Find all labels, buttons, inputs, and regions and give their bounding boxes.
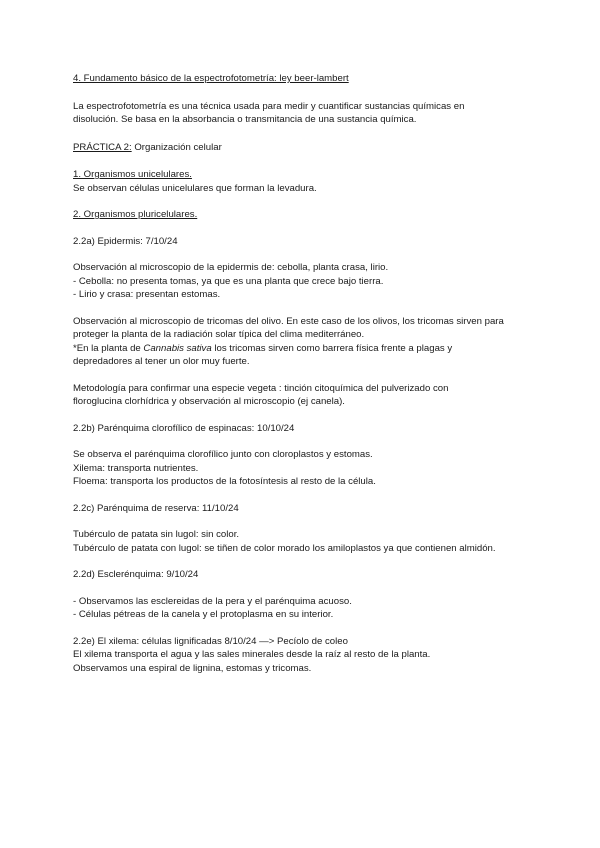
- section-2-heading: 2. Organismos pluricelulares.: [73, 209, 198, 220]
- practice-label: PRÁCTICA 2:: [73, 141, 132, 153]
- note-prefix: *En la planta de: [73, 342, 144, 354]
- subsection-2a-line: floroglucina clorhídrica y observación al microscopio (ej canela).: [73, 396, 345, 407]
- section-1-text-line: Se observan células unicelulares que forman la levadura.: [73, 182, 317, 194]
- subsection-2e-title: 2.2e) El xilema: células lignificadas 8/10/24 —> Pecíolo de coleo: [73, 635, 348, 647]
- subsection-2e-line: Observamos una espiral de lignina, estomas y tricomas.: [73, 662, 312, 674]
- subsection-2b-line: Xilema: transporta nutrientes.: [73, 462, 199, 474]
- section-4-heading: 4. Fundamento básico de la espectrofotometría: ley beer-lambert: [73, 73, 349, 84]
- subsection-2e-line: El xilema transporta el agua y las sales minerales desde la raíz al resto de la planta.: [73, 649, 431, 660]
- practice-title: Organización celular: [131, 141, 222, 153]
- document-body: [73, 72, 533, 675]
- subsection-2c-line: Tubérculo de patata sin lugol: sin color.: [73, 529, 240, 540]
- subsection-2b-line: Se observa el parénquima clorofílico junto con cloroplastos y estomas.: [73, 449, 373, 460]
- subsection-2a-line: depredadores al tener un olor muy fuerte.: [73, 356, 250, 367]
- section-4-text-line: La espectrofotometría es una técnica usada para medir y cuantificar sustancias químicas en: [73, 100, 465, 112]
- subsection-2c-title: 2.2c) Parénquima de reserva: 11/10/24: [73, 502, 239, 514]
- subsection-2a-line: Metodología para confirmar una especie vegeta : tinción citoquímica del pulverizado con: [73, 382, 449, 394]
- subsection-2c-line: Tubérculo de patata con lugol: se tiñen de color morado los amiloplastos ya que contienen almidón.: [73, 542, 496, 554]
- subsection-2b-title: 2.2b) Parénquima clorofílico de espinacas: 10/10/24: [73, 422, 295, 434]
- species-name: Cannabis sativa: [143, 342, 212, 354]
- subsection-2a-line: [73, 342, 533, 356]
- subsection-2a-line: proteger la planta de la radiación solar típica del clima mediterráneo.: [73, 329, 365, 340]
- subsection-2a-line: Observación al microscopio de la epidermis de: cebolla, planta crasa, lirio.: [73, 262, 389, 273]
- subsection-2a-line: - Lirio y crasa: presentan estomas.: [73, 289, 221, 300]
- note-suffix: los tricomas sirven como barrera física frente a plagas y: [211, 342, 453, 354]
- subsection-2d-line: - Observamos las esclereidas de la pera y el parénquima acuoso.: [73, 595, 352, 607]
- subsection-2d-title: 2.2d) Esclerénquima: 9/10/24: [73, 569, 199, 580]
- subsection-2b-line: Floema: transporta los productos de la fotosíntesis al resto de la célula.: [73, 476, 376, 487]
- section-1-heading: 1. Organismos unicelulares.: [73, 169, 192, 180]
- subsection-2a-line: Observación al microscopio de tricomas del olivo. En este caso de los olivos, los tricomas sirven para: [73, 315, 504, 327]
- subsection-2a-line: - Cebolla: no presenta tomas, ya que es una planta que crece bajo tierra.: [73, 275, 384, 287]
- practice-heading: [73, 141, 533, 155]
- section-4-text-line: disolución. Se basa en la absorbancia o transmitancia de una sustancia química.: [73, 114, 417, 125]
- subsection-2a-title: 2.2a) Epidermis: 7/10/24: [73, 235, 178, 247]
- subsection-2d-line: - Células pétreas de la canela y el protoplasma en su interior.: [73, 609, 334, 620]
